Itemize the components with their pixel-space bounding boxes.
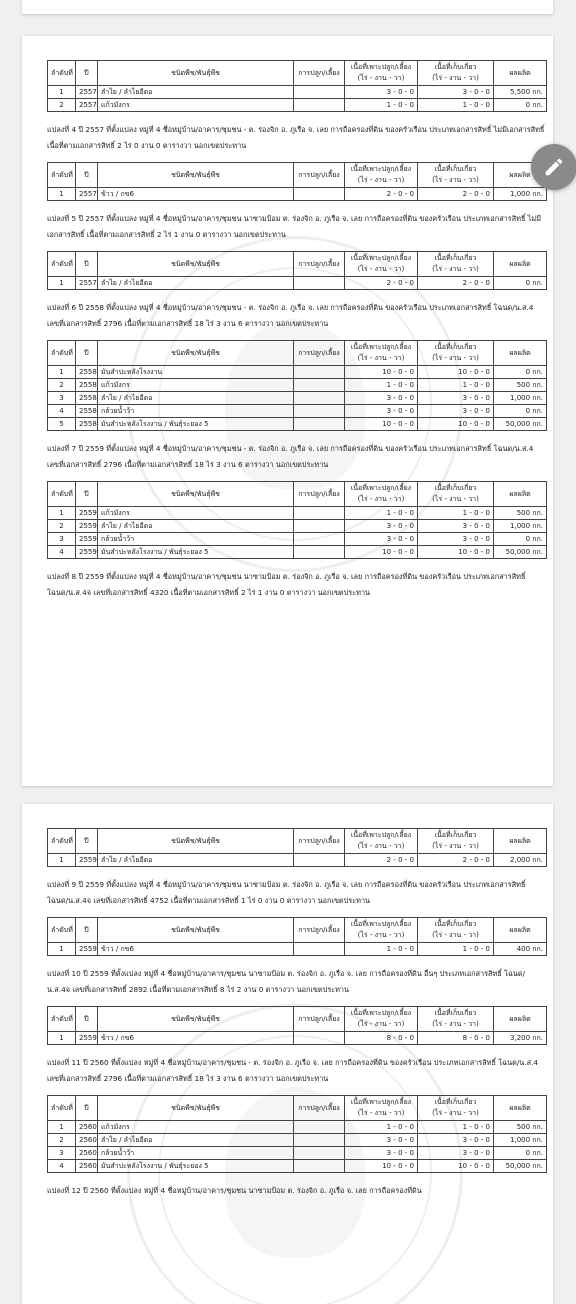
cell-area-planted: 3 - 0 - 0 — [345, 1147, 418, 1160]
cell-planting — [294, 520, 345, 533]
header-area-harvest-unit: (ไร่ - งาน - วา) — [432, 265, 479, 273]
cell-area-harvest: 2 - 0 - 0 — [418, 854, 494, 867]
table-row — [48, 854, 547, 867]
header-area-planted — [345, 163, 418, 188]
cell-area-harvest: 3 - 0 - 0 — [418, 86, 494, 99]
cell-crop: ข้าว / กข6 — [98, 1032, 294, 1045]
header-planting: การปลูก/เลี้ยง — [294, 1007, 345, 1032]
header-crop: ชนิดพืช/พันธุ์พืช — [98, 1007, 294, 1032]
header-area-planted — [345, 829, 418, 854]
cell-no: 4 — [48, 546, 76, 559]
header-yield: ผลผลิต — [494, 252, 547, 277]
cell-area-harvest: 2 - 0 - 0 — [418, 188, 494, 201]
cell-planting — [294, 405, 345, 418]
header-planting: การปลูก/เลี้ยง — [294, 341, 345, 366]
crop-table — [47, 828, 547, 867]
cell-yield: 1,000 กก. — [494, 392, 547, 405]
header-year: ปี — [76, 918, 98, 943]
cell-no: 4 — [48, 1160, 76, 1173]
table-row — [48, 1160, 547, 1173]
table-header-row — [48, 918, 547, 943]
header-crop: ชนิดพืช/พันธุ์พืช — [98, 61, 294, 86]
header-planting: การปลูก/เลี้ยง — [294, 918, 345, 943]
cell-no: 1 — [48, 1032, 76, 1045]
cell-yield: 0 กก. — [494, 405, 547, 418]
table-row — [48, 520, 547, 533]
cell-area-planted: 3 - 0 - 0 — [345, 86, 418, 99]
header-area-planted-label: เนื้อที่เพาะปลูก/เลี้ยง — [350, 920, 412, 928]
cell-planting — [294, 1134, 345, 1147]
cell-no: 1 — [48, 854, 76, 867]
header-area-harvest — [418, 341, 494, 366]
header-area-planted-unit: (ไร่ - งาน - วา) — [357, 495, 405, 503]
header-area-planted-label: เนื้อที่เพาะปลูก/เลี้ยง — [350, 1009, 412, 1017]
header-area-harvest-unit: (ไร่ - งาน - วา) — [432, 1020, 479, 1028]
cell-area-harvest: 1 - 0 - 0 — [418, 379, 494, 392]
header-area-harvest-unit: (ไร่ - งาน - วา) — [432, 931, 479, 939]
cell-year: 2558 — [76, 379, 98, 392]
header-crop: ชนิดพืช/พันธุ์พืช — [98, 341, 294, 366]
header-yield: ผลผลิต — [494, 918, 547, 943]
plot-paragraph: แปลงที่ 10 ปี 2559 ที่ตั้งแปลง หมู่ที่ 4 ชื่อหมู่บ้าน/อาคาร/ชุมชน นาซามป้อม ต. ร่องจิก อ. ภูเรือ จ. เลย การถือครองที่ดิน อื่นๆ ประเภทเอกสารสิทธิ์ โฉนด/น.ส.4จ เลขที่เอกสารสิทธิ์ 2892 เนื้อที่ตามเอกสารสิทธิ์ 8 ไร่ 2 งาน 0 ตารางวา นอกเขตประทาน — [47, 969, 526, 994]
cell-year: 2560 — [76, 1121, 98, 1134]
cell-crop: กล้วยน้ำว้า — [98, 533, 294, 546]
cell-area-planted: 1 - 0 - 0 — [345, 99, 418, 112]
cell-crop: มันสำปะหลังโรงงาน / พันธุ์ระยอง 5 — [98, 546, 294, 559]
cell-area-harvest: 1 - 0 - 0 — [418, 99, 494, 112]
header-yield: ผลผลิต — [494, 341, 547, 366]
header-no: ลำดับที่ — [48, 829, 76, 854]
header-no: ลำดับที่ — [48, 1007, 76, 1032]
header-area-planted-label: เนื้อที่เพาะปลูก/เลี้ยง — [350, 831, 412, 839]
header-area-harvest-label: เนื้อที่เก็บเกี่ยว — [434, 1009, 477, 1017]
table-row — [48, 507, 547, 520]
cell-planting — [294, 379, 345, 392]
header-crop: ชนิดพืช/พันธุ์พืช — [98, 918, 294, 943]
crop-table — [47, 1095, 547, 1173]
header-area-planted-unit: (ไร่ - งาน - วา) — [357, 74, 405, 82]
cell-area-planted: 10 - 0 - 0 — [345, 366, 418, 379]
cell-area-harvest: 3 - 0 - 0 — [418, 1134, 494, 1147]
header-planting: การปลูก/เลี้ยง — [294, 482, 345, 507]
cell-planting — [294, 1160, 345, 1173]
cell-area-planted: 3 - 0 - 0 — [345, 1134, 418, 1147]
cell-crop: กล้วยน้ำว้า — [98, 405, 294, 418]
cell-year: 2558 — [76, 418, 98, 431]
header-area-harvest — [418, 482, 494, 507]
cell-planting — [294, 943, 345, 956]
pencil-icon — [543, 156, 565, 178]
cell-yield: 500 กก. — [494, 507, 547, 520]
header-area-planted-label: เนื้อที่เพาะปลูก/เลี้ยง — [350, 1098, 412, 1106]
cell-crop: มันสำปะหลังโรงงาน / พันธุ์ระยอง 5 — [98, 418, 294, 431]
header-planting: การปลูก/เลี้ยง — [294, 829, 345, 854]
table-row — [48, 533, 547, 546]
table-row — [48, 1121, 547, 1134]
cell-area-planted: 10 - 0 - 0 — [345, 1160, 418, 1173]
cell-year: 2557 — [76, 99, 98, 112]
header-area-planted-unit: (ไร่ - งาน - วา) — [357, 1109, 405, 1117]
cell-crop: แก้วมังกร — [98, 379, 294, 392]
header-year: ปี — [76, 482, 98, 507]
header-planting: การปลูก/เลี้ยง — [294, 1096, 345, 1121]
table-row — [48, 277, 547, 290]
cell-no: 2 — [48, 99, 76, 112]
cell-no: 3 — [48, 392, 76, 405]
header-area-planted — [345, 341, 418, 366]
cell-yield: 500 กก. — [494, 379, 547, 392]
table-row — [48, 1032, 547, 1045]
cell-yield: 3,200 กก. — [494, 1032, 547, 1045]
header-area-planted-label: เนื้อที่เพาะปลูก/เลี้ยง — [350, 63, 412, 71]
page-content — [47, 828, 546, 1207]
table-row — [48, 1147, 547, 1160]
table-row — [48, 99, 547, 112]
header-area-planted-unit: (ไร่ - งาน - วา) — [357, 842, 405, 850]
cell-yield: 1,000 กก. — [494, 520, 547, 533]
cell-area-planted: 10 - 0 - 0 — [345, 418, 418, 431]
crop-table — [47, 340, 547, 431]
cell-crop: ลำไย / ลำไยอีดอ — [98, 277, 294, 290]
cell-planting — [294, 418, 345, 431]
cell-crop: ลำไย / ลำไยอีดอ — [98, 86, 294, 99]
header-planting: การปลูก/เลี้ยง — [294, 252, 345, 277]
cell-year: 2559 — [76, 533, 98, 546]
cell-no: 1 — [48, 366, 76, 379]
cell-planting — [294, 546, 345, 559]
cell-planting — [294, 86, 345, 99]
header-area-planted — [345, 1007, 418, 1032]
cell-year: 2560 — [76, 1134, 98, 1147]
cell-planting — [294, 277, 345, 290]
header-yield: ผลผลิต — [494, 829, 547, 854]
document-page-top — [22, 0, 553, 14]
cell-area-harvest: 3 - 0 - 0 — [418, 520, 494, 533]
header-area-harvest — [418, 1007, 494, 1032]
table-row — [48, 546, 547, 559]
cell-area-planted: 3 - 0 - 0 — [345, 405, 418, 418]
cell-year: 2557 — [76, 188, 98, 201]
header-area-planted-unit: (ไร่ - งาน - วา) — [357, 1020, 405, 1028]
cell-year: 2559 — [76, 507, 98, 520]
cell-no: 1 — [48, 1121, 76, 1134]
cell-yield: 0 กก. — [494, 366, 547, 379]
header-area-planted-unit: (ไร่ - งาน - วา) — [357, 354, 405, 362]
header-area-harvest — [418, 918, 494, 943]
cell-area-planted: 8 - 0 - 0 — [345, 1032, 418, 1045]
header-no: ลำดับที่ — [48, 252, 76, 277]
cell-yield: 500 กก. — [494, 1121, 547, 1134]
cell-crop: ลำไย / ลำไยอีดอ — [98, 520, 294, 533]
cell-yield: 0 กก. — [494, 1147, 547, 1160]
plot-paragraph: แปลงที่ 8 ปี 2559 ที่ตั้งแปลง หมู่ที่ 4 ชื่อหมู่บ้าน/อาคาร/ชุมชน นาซามป้อม ต. ร่องจิก อ. ภูเรือ จ. เลย การถือครองที่ดิน ของครัวเรือน ประเภทเอกสารสิทธิ์ โฉนด/น.ส.4จ เลขที่เอกสารสิทธิ์ 4320 เนื้อที่ตามเอกสารสิทธิ์ 2 ไร่ 1 งาน 0 ตารางวา นอกเขตประทาน — [47, 572, 526, 597]
cell-year: 2559 — [76, 546, 98, 559]
header-area-planted-label: เนื้อที่เพาะปลูก/เลี้ยง — [350, 484, 412, 492]
cell-year: 2560 — [76, 1160, 98, 1173]
cell-yield: 1,000 กก. — [494, 188, 547, 201]
cell-crop: ข้าว / กข6 — [98, 943, 294, 956]
header-area-planted-unit: (ไร่ - งาน - วา) — [357, 265, 405, 273]
table-row — [48, 86, 547, 99]
cell-year: 2559 — [76, 1032, 98, 1045]
table-header-row — [48, 163, 547, 188]
cell-no: 2 — [48, 379, 76, 392]
cell-area-harvest: 2 - 0 - 0 — [418, 277, 494, 290]
cell-no: 1 — [48, 188, 76, 201]
cell-no: 2 — [48, 1134, 76, 1147]
header-year: ปี — [76, 829, 98, 854]
header-yield: ผลผลิต — [494, 163, 547, 188]
table-header-row — [48, 1007, 547, 1032]
plot-paragraph: แปลงที่ 11 ปี 2560 ที่ตั้งแปลง หมู่ที่ 4 ชื่อหมู่บ้าน/อาคาร/ชุมชน - ต. ร่องจิก อ. ภูเรือ จ. เลย การถือครองที่ดิน ของครัวเรือน ประเภทเอกสารสิทธิ์ โฉนด/น.ส.4 เลขที่เอกสารสิทธิ์ 2796 เนื้อที่ตามเอกสารสิทธิ์ 18 ไร่ 3 งาน 6 ตารางวา นอกเขตประทาน — [47, 1058, 539, 1083]
cell-crop: ลำไย / ลำไยอีดอ — [98, 854, 294, 867]
header-area-planted-unit: (ไร่ - งาน - วา) — [357, 176, 405, 184]
header-area-planted — [345, 252, 418, 277]
header-planting: การปลูก/เลี้ยง — [294, 61, 345, 86]
plot-paragraph: แปลงที่ 5 ปี 2557 ที่ตั้งแปลง หมู่ที่ 4 ชื่อหมู่บ้าน/อาคาร/ชุมชน นาซามป้อม ต. ร่องจิก อ. ภูเรือ จ. เลย การถือครองที่ดิน ของครัวเรือน ประเภทเอกสารสิทธิ์ ไม่มีเอกสารสิทธิ์ เนื้อที่ตามเอกสารสิทธิ์ 2 ไร่ 1 งาน 0 ตารางวา นอกเขตประทาน — [47, 214, 542, 239]
plot-paragraph: แปลงที่ 12 ปี 2560 ที่ตั้งแปลง หมู่ที่ 4 ชื่อหมู่บ้าน/อาคาร/ชุมชน นาซามป้อม ต. ร่องจิก อ. ภูเรือ จ. เลย การถือครองที่ดิน — [47, 1186, 422, 1195]
cell-no: 1 — [48, 943, 76, 956]
header-year: ปี — [76, 341, 98, 366]
cell-area-harvest: 3 - 0 - 0 — [418, 1147, 494, 1160]
table-row — [48, 366, 547, 379]
cell-no: 3 — [48, 1147, 76, 1160]
cell-planting — [294, 507, 345, 520]
plot-paragraph: แปลงที่ 9 ปี 2559 ที่ตั้งแปลง หมู่ที่ 4 ชื่อหมู่บ้าน/อาคาร/ชุมชน นาซามป้อม ต. ร่องจิก อ. ภูเรือ จ. เลย การถือครองที่ดิน ของครัวเรือน ประเภทเอกสารสิทธิ์ โฉนด/น.ส.4จ เลขที่เอกสารสิทธิ์ 4752 เนื้อที่ตามเอกสารสิทธิ์ 1 ไร่ 0 งาน 0 ตารางวา นอกเขตประทาน — [47, 880, 526, 905]
cell-crop: แก้วมังกร — [98, 99, 294, 112]
header-no: ลำดับที่ — [48, 918, 76, 943]
header-area-planted — [345, 61, 418, 86]
cell-crop: มันสำปะหลังโรงงาน / พันธุ์ระยอง 5 — [98, 1160, 294, 1173]
cell-yield: 0 กก. — [494, 99, 547, 112]
header-no: ลำดับที่ — [48, 1096, 76, 1121]
cell-area-planted: 2 - 0 - 0 — [345, 854, 418, 867]
header-area-planted-label: เนื้อที่เพาะปลูก/เลี้ยง — [350, 165, 412, 173]
table-row — [48, 188, 547, 201]
cell-yield: 0 กก. — [494, 533, 547, 546]
header-area-harvest-label: เนื้อที่เก็บเกี่ยว — [434, 1098, 477, 1106]
cell-area-harvest: 10 - 0 - 0 — [418, 366, 494, 379]
cell-area-planted: 2 - 0 - 0 — [345, 277, 418, 290]
header-area-harvest-unit: (ไร่ - งาน - วา) — [432, 1109, 479, 1117]
table-row — [48, 943, 547, 956]
table-header-row — [48, 252, 547, 277]
cell-year: 2559 — [76, 854, 98, 867]
header-area-harvest — [418, 163, 494, 188]
cell-no: 2 — [48, 520, 76, 533]
header-area-planted-label: เนื้อที่เพาะปลูก/เลี้ยง — [350, 343, 412, 351]
header-area-harvest — [418, 61, 494, 86]
header-area-harvest-label: เนื้อที่เก็บเกี่ยว — [434, 63, 477, 71]
cell-planting — [294, 99, 345, 112]
plot-paragraph: แปลงที่ 7 ปี 2559 ที่ตั้งแปลง หมู่ที่ 4 ชื่อหมู่บ้าน/อาคาร/ชุมชน - ต. ร่องจิก อ. ภูเรือ จ. เลย การถือครองที่ดิน ของครัวเรือน ประเภทเอกสารสิทธิ์ โฉนด/น.ส.4 เลขที่เอกสารสิทธิ์ 2796 เนื้อที่ตามเอกสารสิทธิ์ 18 ไร่ 3 งาน 6 ตารางวา นอกเขตประทาน — [47, 444, 534, 469]
header-no: ลำดับที่ — [48, 341, 76, 366]
cell-area-harvest: 1 - 0 - 0 — [418, 943, 494, 956]
cell-area-harvest: 1 - 0 - 0 — [418, 1121, 494, 1134]
cell-yield: 50,000 กก. — [494, 1160, 547, 1173]
cell-year: 2559 — [76, 520, 98, 533]
cell-area-planted: 1 - 0 - 0 — [345, 943, 418, 956]
cell-crop: แก้วมังกร — [98, 507, 294, 520]
table-row — [48, 405, 547, 418]
cell-crop: ลำไย / ลำไยอีดอ — [98, 392, 294, 405]
cell-area-planted: 3 - 0 - 0 — [345, 520, 418, 533]
header-area-harvest-unit: (ไร่ - งาน - วา) — [432, 354, 479, 362]
cell-no: 4 — [48, 405, 76, 418]
cell-crop: แก้วมังกร — [98, 1121, 294, 1134]
header-area-harvest-unit: (ไร่ - งาน - วา) — [432, 842, 479, 850]
header-no: ลำดับที่ — [48, 482, 76, 507]
header-yield: ผลผลิต — [494, 1007, 547, 1032]
cell-planting — [294, 392, 345, 405]
cell-yield: 1,000 กก. — [494, 1134, 547, 1147]
cell-crop: กล้วยน้ำว้า — [98, 1147, 294, 1160]
cell-no: 3 — [48, 533, 76, 546]
crop-table — [47, 162, 547, 201]
cell-area-harvest: 3 - 0 - 0 — [418, 405, 494, 418]
cell-area-harvest: 10 - 0 - 0 — [418, 1160, 494, 1173]
edit-fab-button[interactable] — [531, 144, 576, 190]
cell-area-harvest: 10 - 0 - 0 — [418, 546, 494, 559]
table-row — [48, 1134, 547, 1147]
header-year: ปี — [76, 1096, 98, 1121]
cell-crop: ลำไย / ลำไยอีดอ — [98, 1134, 294, 1147]
header-year: ปี — [76, 252, 98, 277]
header-area-harvest-label: เนื้อที่เก็บเกี่ยว — [434, 484, 477, 492]
header-area-harvest — [418, 252, 494, 277]
header-area-harvest-label: เนื้อที่เก็บเกี่ยว — [434, 165, 477, 173]
header-yield: ผลผลิต — [494, 1096, 547, 1121]
cell-year: 2557 — [76, 86, 98, 99]
cell-area-harvest: 3 - 0 - 0 — [418, 533, 494, 546]
cell-area-planted: 3 - 0 - 0 — [345, 392, 418, 405]
cell-crop: ข้าว / กข6 — [98, 188, 294, 201]
cell-yield: 5,500 กก. — [494, 86, 547, 99]
plot-paragraph: แปลงที่ 6 ปี 2558 ที่ตั้งแปลง หมู่ที่ 4 ชื่อหมู่บ้าน/อาคาร/ชุมชน - ต. ร่องจิก อ. ภูเรือ จ. เลย การถือครองที่ดิน ของครัวเรือน ประเภทเอกสารสิทธิ์ โฉนด/น.ส.4 เลขที่เอกสารสิทธิ์ 2796 เนื้อที่ตามเอกสารสิทธิ์ 18 ไร่ 3 งาน 6 ตารางวา นอกเขตประทาน — [47, 303, 534, 328]
plot-paragraph: แปลงที่ 4 ปี 2557 ที่ตั้งแปลง หมู่ที่ 4 ชื่อหมู่บ้าน/อาคาร/ชุมชน - ต. ร่องจิก อ. ภูเรือ จ. เลย การถือครองที่ดิน ของครัวเรือน ประเภทเอกสารสิทธิ์ ไม่มีเอกสารสิทธิ์ เนื้อที่ตามเอกสารสิทธิ์ 2 ไร่ 0 งาน 0 ตารางวา นอกเขตประทาน — [47, 125, 545, 150]
cell-planting — [294, 188, 345, 201]
cell-area-planted: 2 - 0 - 0 — [345, 188, 418, 201]
header-year: ปี — [76, 163, 98, 188]
cell-no: 1 — [48, 277, 76, 290]
cell-year: 2560 — [76, 1147, 98, 1160]
page-content — [47, 60, 546, 609]
header-area-planted — [345, 918, 418, 943]
cell-planting — [294, 1121, 345, 1134]
table-header-row — [48, 1096, 547, 1121]
header-area-harvest-label: เนื้อที่เก็บเกี่ยว — [434, 831, 477, 839]
header-area-harvest-label: เนื้อที่เก็บเกี่ยว — [434, 343, 477, 351]
document-page-1 — [22, 36, 553, 786]
crop-table — [47, 917, 547, 956]
cell-area-planted: 1 - 0 - 0 — [345, 379, 418, 392]
header-area-harvest-unit: (ไร่ - งาน - วา) — [432, 495, 479, 503]
header-yield: ผลผลิต — [494, 61, 547, 86]
header-area-harvest-label: เนื้อที่เก็บเกี่ยว — [434, 920, 477, 928]
table-header-row — [48, 482, 547, 507]
cell-year: 2558 — [76, 405, 98, 418]
cell-year: 2558 — [76, 392, 98, 405]
header-area-harvest-unit: (ไร่ - งาน - วา) — [432, 74, 479, 82]
cell-area-harvest: 10 - 0 - 0 — [418, 418, 494, 431]
header-crop: ชนิดพืช/พันธุ์พืช — [98, 1096, 294, 1121]
crop-table — [47, 481, 547, 559]
cell-year: 2558 — [76, 366, 98, 379]
header-crop: ชนิดพืช/พันธุ์พืช — [98, 482, 294, 507]
header-no: ลำดับที่ — [48, 163, 76, 188]
header-crop: ชนิดพืช/พันธุ์พืช — [98, 252, 294, 277]
cell-year: 2559 — [76, 943, 98, 956]
table-header-row — [48, 341, 547, 366]
header-area-planted-unit: (ไร่ - งาน - วา) — [357, 931, 405, 939]
cell-no: 1 — [48, 507, 76, 520]
cell-area-planted: 10 - 0 - 0 — [345, 546, 418, 559]
document-page-2 — [22, 804, 553, 1304]
cell-area-harvest: 3 - 0 - 0 — [418, 392, 494, 405]
table-header-row — [48, 61, 547, 86]
cell-year: 2557 — [76, 277, 98, 290]
cell-area-planted: 3 - 0 - 0 — [345, 533, 418, 546]
crop-table — [47, 1006, 547, 1045]
header-area-harvest — [418, 829, 494, 854]
cell-planting — [294, 366, 345, 379]
crop-table — [47, 251, 547, 290]
cell-planting — [294, 1032, 345, 1045]
cell-no: 1 — [48, 86, 76, 99]
header-area-planted — [345, 482, 418, 507]
cell-planting — [294, 854, 345, 867]
table-row — [48, 379, 547, 392]
cell-yield: 50,000 กก. — [494, 418, 547, 431]
cell-yield: 400 กก. — [494, 943, 547, 956]
cell-area-harvest: 8 - 0 - 0 — [418, 1032, 494, 1045]
cell-yield: 2,000 กก. — [494, 854, 547, 867]
header-planting: การปลูก/เลี้ยง — [294, 163, 345, 188]
table-row — [48, 418, 547, 431]
table-header-row — [48, 829, 547, 854]
header-area-harvest-label: เนื้อที่เก็บเกี่ยว — [434, 254, 477, 262]
header-area-harvest-unit: (ไร่ - งาน - วา) — [432, 176, 479, 184]
cell-planting — [294, 1147, 345, 1160]
header-crop: ชนิดพืช/พันธุ์พืช — [98, 829, 294, 854]
header-area-harvest — [418, 1096, 494, 1121]
crop-table — [47, 60, 547, 112]
cell-area-planted: 1 - 0 - 0 — [345, 1121, 418, 1134]
header-no: ลำดับที่ — [48, 61, 76, 86]
cell-no: 5 — [48, 418, 76, 431]
cell-area-planted: 1 - 0 - 0 — [345, 507, 418, 520]
cell-crop: มันสำปะหลังโรงงาน — [98, 366, 294, 379]
header-area-planted — [345, 1096, 418, 1121]
table-row — [48, 392, 547, 405]
header-yield: ผลผลิต — [494, 482, 547, 507]
cell-planting — [294, 533, 345, 546]
cell-yield: 50,000 กก. — [494, 546, 547, 559]
header-area-planted-label: เนื้อที่เพาะปลูก/เลี้ยง — [350, 254, 412, 262]
cell-area-harvest: 1 - 0 - 0 — [418, 507, 494, 520]
cell-yield: 0 กก. — [494, 277, 547, 290]
header-year: ปี — [76, 1007, 98, 1032]
header-year: ปี — [76, 61, 98, 86]
header-crop: ชนิดพืช/พันธุ์พืช — [98, 163, 294, 188]
